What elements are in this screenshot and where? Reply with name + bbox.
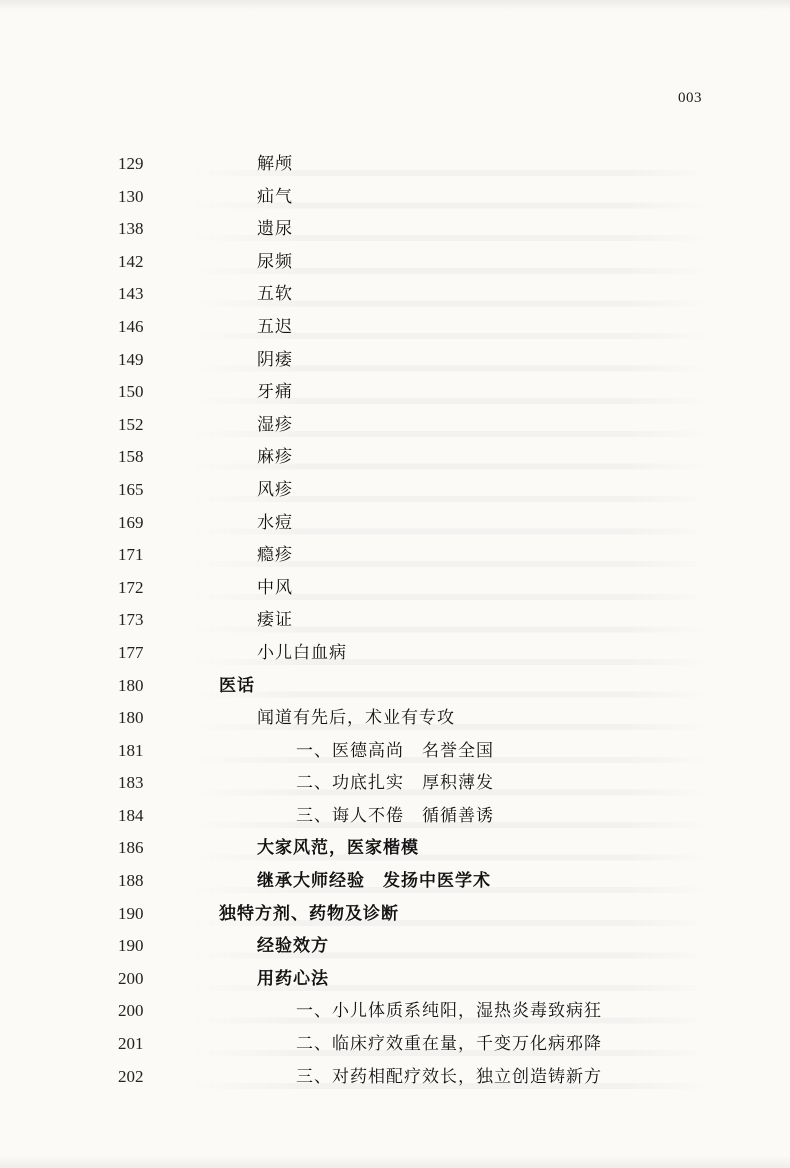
toc-page-number: 158 <box>118 447 144 467</box>
toc-entry-title: 独特方剂、药物及诊断 <box>219 903 399 924</box>
toc-entry-title: 二、临床疗效重在量，千变万化病邪降 <box>296 1034 602 1055</box>
toc-page-number: 138 <box>118 219 144 239</box>
toc-page-number: 150 <box>118 382 144 402</box>
toc-entry[interactable] <box>0 865 790 898</box>
toc-entry[interactable] <box>0 148 790 181</box>
toc-entry-title: 一、医德高尚 名誉全国 <box>296 740 494 761</box>
toc-page-number: 201 <box>118 1034 144 1054</box>
toc-entry-title: 用药心法 <box>257 968 329 989</box>
toc-page-number: 190 <box>118 936 144 956</box>
toc-entry[interactable] <box>0 507 790 540</box>
toc-entry[interactable] <box>0 474 790 507</box>
toc-entry[interactable] <box>0 181 790 214</box>
toc-page-number: 169 <box>118 512 144 532</box>
toc-entry[interactable] <box>0 344 790 377</box>
toc-entry-title: 尿频 <box>257 251 293 272</box>
toc-entry-title: 五软 <box>257 284 293 305</box>
toc-entry-title: 疝气 <box>257 186 293 207</box>
toc-entry[interactable] <box>0 637 790 670</box>
toc-entry[interactable] <box>0 278 790 311</box>
toc-entry-title: 继承大师经验 发扬中医学术 <box>257 871 491 892</box>
toc-entry-title: 牙痛 <box>257 382 293 403</box>
toc-entry-title: 遗尿 <box>257 219 293 240</box>
toc-entry[interactable] <box>0 800 790 833</box>
toc-page-number: 202 <box>118 1066 144 1086</box>
toc-page-number: 143 <box>118 284 144 304</box>
table-of-contents <box>0 148 790 1093</box>
toc-entry[interactable] <box>0 832 790 865</box>
toc-entry[interactable] <box>0 963 790 996</box>
toc-entry-title: 医话 <box>219 675 255 696</box>
toc-page-number: 177 <box>118 642 144 662</box>
toc-page-number: 190 <box>118 903 144 923</box>
toc-entry[interactable] <box>0 572 790 605</box>
toc-entry[interactable] <box>0 539 790 572</box>
toc-entry-title: 风疹 <box>257 479 293 500</box>
toc-entry-title: 水痘 <box>257 512 293 533</box>
toc-page-number: 152 <box>118 414 144 434</box>
toc-entry-title: 痿证 <box>257 610 293 631</box>
toc-page-number: 184 <box>118 805 144 825</box>
page-top-edge <box>0 0 790 10</box>
toc-entry[interactable] <box>0 995 790 1028</box>
toc-page-number: 188 <box>118 871 144 891</box>
toc-entry-title: 二、功底扎实 厚积薄发 <box>296 773 494 794</box>
toc-entry[interactable] <box>0 1028 790 1061</box>
toc-entry-title: 解颅 <box>257 154 293 174</box>
toc-entry[interactable] <box>0 376 790 409</box>
toc-entry-title: 中风 <box>257 577 293 598</box>
toc-page-number: 146 <box>118 316 144 336</box>
toc-entry[interactable] <box>0 409 790 442</box>
toc-page-number: 173 <box>118 610 144 630</box>
toc-entry[interactable] <box>0 898 790 931</box>
toc-entry[interactable] <box>0 213 790 246</box>
toc-entry[interactable] <box>0 311 790 344</box>
toc-entry-title: 瘾疹 <box>257 545 293 566</box>
toc-entry[interactable] <box>0 670 790 703</box>
toc-entry-title: 三、诲人不倦 循循善诱 <box>296 805 494 826</box>
toc-entry-title: 闻道有先后，术业有专攻 <box>257 708 455 729</box>
toc-entry[interactable] <box>0 767 790 800</box>
toc-page-number: 200 <box>118 968 144 988</box>
page-bottom-edge <box>0 1156 790 1168</box>
toc-page-number: 130 <box>118 186 144 206</box>
toc-entry[interactable] <box>0 930 790 963</box>
toc-page-number: 180 <box>118 675 144 695</box>
toc-page-number: 181 <box>118 740 144 760</box>
toc-entry[interactable] <box>0 735 790 768</box>
toc-entry-title: 一、小儿体质系纯阳，湿热炎毒致病狂 <box>296 1001 602 1022</box>
toc-entry-title: 三、对药相配疗效长，独立创造铸新方 <box>296 1066 602 1087</box>
toc-page-number: 142 <box>118 251 144 271</box>
toc-page-number: 172 <box>118 577 144 597</box>
toc-entry[interactable] <box>0 246 790 279</box>
toc-entry-title: 五迟 <box>257 316 293 337</box>
toc-page-number: 149 <box>118 349 144 369</box>
toc-entry[interactable] <box>0 604 790 637</box>
toc-page-number: 200 <box>118 1001 144 1021</box>
toc-page-number: 171 <box>118 545 144 565</box>
toc-entry[interactable] <box>0 441 790 474</box>
toc-page-number: 129 <box>118 154 144 173</box>
toc-page-number: 186 <box>118 838 144 858</box>
toc-entry-title: 阴痿 <box>257 349 293 370</box>
toc-page-number: 183 <box>118 773 144 793</box>
toc-entry-title: 麻疹 <box>257 447 293 468</box>
toc-entry[interactable] <box>0 702 790 735</box>
page-number: 003 <box>678 90 702 106</box>
toc-entry-title: 经验效方 <box>257 936 329 957</box>
toc-page-number: 165 <box>118 479 144 499</box>
toc-entry-title: 大家风范，医家楷模 <box>257 838 419 859</box>
toc-entry-title: 湿疹 <box>257 414 293 435</box>
toc-entry-title: 小儿白血病 <box>257 642 347 663</box>
toc-page-number: 180 <box>118 708 144 728</box>
toc-entry[interactable] <box>0 1061 790 1094</box>
